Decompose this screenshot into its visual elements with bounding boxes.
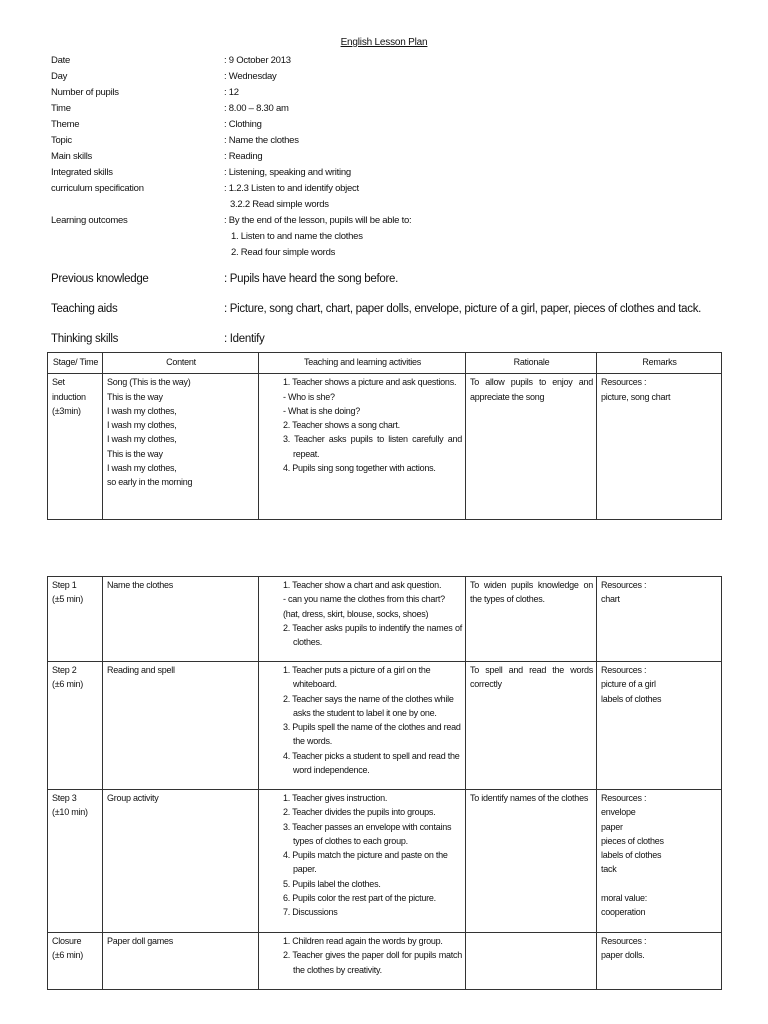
info-row-theme — [51, 117, 731, 133]
info-value: : Wednesday — [224, 71, 277, 82]
info-label: curriculum specification — [51, 183, 144, 194]
activities-cell — [259, 577, 466, 662]
stage-line: induction — [52, 391, 86, 402]
lesson-table-top — [47, 352, 722, 520]
stage-line: Closure — [52, 936, 82, 946]
info-row-day — [51, 69, 731, 85]
remarks-line: tack — [601, 864, 617, 875]
header-rationale: Rationale — [466, 353, 597, 374]
activity-item: 4. Pupils match the picture and paste on the paper. — [283, 850, 448, 875]
stage-line: (±10 min) — [52, 807, 88, 818]
activities-list — [283, 375, 462, 475]
remarks-line: Resources : — [601, 665, 647, 675]
remarks-line: picture, song chart — [601, 391, 671, 402]
outcome-item: 1. Listen to and name the clothes — [231, 231, 363, 242]
remarks-line: Resources : — [601, 580, 647, 590]
remarks-line: labels of clothes — [601, 850, 662, 861]
activities-list — [283, 663, 462, 777]
activity-item: 3. Teacher asks pupils to listen carefully and repeat. — [283, 434, 462, 459]
remarks-line: moral value: — [601, 892, 648, 903]
song-line: so early in the morning — [107, 477, 193, 488]
activity-item: 6. Pupils color the rest part of the picture. — [283, 893, 436, 904]
info-label: Number of pupils — [51, 87, 119, 98]
stage-line: (±3min) — [52, 405, 81, 416]
stage-line: Set — [52, 377, 65, 388]
info-row-curriculum — [51, 181, 731, 213]
stage-line: Step 1 — [52, 580, 77, 590]
remarks-cell — [597, 933, 722, 990]
rationale-cell: To spell and read the words correctly — [466, 662, 597, 790]
song-line: I wash my clothes, — [107, 405, 177, 416]
rationale-cell: To identify names of the clothes — [466, 790, 597, 933]
info-row-previous-knowledge — [51, 269, 731, 299]
remarks-line: paper dolls. — [601, 950, 645, 961]
remarks-cell — [597, 662, 722, 790]
activity-item: 2. Teacher says the name of the clothes while asks the student to label it one by one. — [283, 693, 454, 718]
activity-item: 5. Pupils label the clothes. — [283, 878, 381, 889]
header-content: Content — [103, 353, 259, 374]
remarks-line: Resources : — [601, 936, 647, 946]
stage-line: (±6 min) — [52, 679, 83, 690]
stage-line: (±5 min) — [52, 594, 83, 605]
stage-line: (±6 min) — [52, 950, 83, 961]
content-cell: Reading and spell — [103, 662, 259, 790]
info-row-pupils — [51, 85, 731, 101]
song-line: This is the way — [107, 448, 163, 459]
info-value: : Pupils have heard the song before. — [224, 273, 398, 285]
stage-cell — [48, 933, 103, 990]
activities-list — [283, 934, 462, 977]
activity-item: 2. Teacher gives the paper doll for pupils match the clothes by creativity. — [283, 950, 462, 975]
info-value: : 9 October 2013 — [224, 55, 291, 66]
content-cell: Paper doll games — [103, 933, 259, 990]
stage-line: Step 2 — [52, 665, 77, 675]
remarks-cell — [597, 374, 722, 520]
document-title: English Lesson Plan — [340, 37, 428, 48]
info-value: : 8.00 – 8.30 am — [224, 103, 289, 114]
rationale-cell: To widen pupils knowledge on the types of clothes. — [466, 577, 597, 662]
remarks-line: chart — [601, 594, 620, 605]
remarks-line: cooperation — [601, 907, 646, 918]
activity-item: 3. Teacher passes an envelope with contains types of clothes to each group. — [283, 821, 452, 846]
remarks-line: Resources : — [601, 793, 647, 803]
info-row-topic — [51, 133, 731, 149]
activity-item: 1. Teacher shows a picture and ask questions. — [283, 377, 457, 388]
info-value-group — [224, 181, 359, 213]
info-label: Teaching aids — [51, 303, 118, 315]
info-row-integrated-skills — [51, 165, 731, 181]
song-line: I wash my clothes, — [107, 434, 177, 445]
content-cell: Name the clothes — [103, 577, 259, 662]
info-label: Learning outcomes — [51, 215, 128, 226]
info-row-date — [51, 53, 731, 69]
header-activities: Teaching and learning activities — [259, 353, 466, 374]
activities-list — [283, 791, 462, 920]
activities-cell — [259, 662, 466, 790]
outcome-item: 2. Read four simple words — [231, 247, 336, 258]
activity-item: 2. Teacher asks pupils to indentify the names of clothes. — [283, 622, 462, 648]
info-row-time — [51, 101, 731, 117]
activity-item: 1. Children read again the words by group. — [283, 936, 443, 946]
info-label: Day — [51, 71, 68, 82]
info-value-group — [224, 213, 411, 261]
info-label: Main skills — [51, 151, 93, 162]
lesson-table-steps — [47, 576, 722, 990]
info-value: : Picture, song chart, chart, paper dolls, envelope, picture of a girl, paper, pieces of clothes and tack. — [224, 303, 702, 315]
info-value: : Name the clothes — [224, 135, 299, 146]
info-label: Thinking skills — [51, 333, 119, 345]
info-value: : By the end of the lesson, pupils will be able to: — [224, 215, 412, 226]
table-row-step-3 — [48, 790, 722, 933]
song-line: Song (This is the way) — [107, 377, 191, 388]
stage-cell — [48, 374, 103, 520]
activity-item: 4. Teacher picks a student to spell and read the word independence. — [283, 750, 460, 776]
activities-cell — [259, 790, 466, 933]
remarks-line: pieces of clothes — [601, 835, 664, 846]
activity-item: 7. Discussions — [283, 907, 338, 918]
remarks-line: envelope — [601, 807, 636, 818]
table-header-row — [48, 353, 722, 374]
remarks-cell — [597, 577, 722, 662]
table-row-step-2 — [48, 662, 722, 790]
rationale-cell: To allow pupils to enjoy and appreciate the song — [466, 374, 597, 520]
rationale-cell — [466, 933, 597, 990]
info-label: Theme — [51, 119, 80, 130]
activity-item: 3. Pupils spell the name of the clothes and read the words. — [283, 722, 461, 747]
info-row-main-skills — [51, 149, 731, 165]
stage-line: Step 3 — [52, 793, 77, 803]
activity-item: 1. Teacher puts a picture of a girl on the whiteboard. — [283, 665, 431, 690]
content-cell: Group activity — [103, 790, 259, 933]
remarks-line: paper — [601, 821, 623, 832]
stage-cell — [48, 577, 103, 662]
header-stage: Stage/ Time — [48, 353, 103, 374]
table-row-step-1 — [48, 577, 722, 662]
activity-item: 1. Teacher gives instruction. — [283, 793, 388, 803]
content-cell — [103, 374, 259, 520]
info-row-learning-outcomes — [51, 213, 731, 277]
remarks-line: labels of clothes — [601, 693, 662, 704]
song-line: I wash my clothes, — [107, 463, 177, 474]
info-value: : 12 — [224, 87, 239, 98]
activity-item: 4. Pupils sing song together with actions. — [283, 463, 436, 474]
info-row-teaching-aids — [51, 299, 731, 329]
header-remarks: Remarks — [597, 353, 722, 374]
song-line: This is the way — [107, 391, 163, 402]
activities-list — [283, 578, 462, 649]
info-value: : Identify — [224, 333, 265, 345]
activity-item: - Who is she? — [283, 391, 335, 402]
info-value: : Reading — [224, 151, 263, 162]
info-label: Date — [51, 55, 71, 66]
song-line: I wash my clothes, — [107, 420, 177, 431]
remarks-line: Resources : — [601, 377, 647, 388]
table-row-set-induction — [48, 374, 722, 520]
table-row-closure — [48, 933, 722, 990]
info-value-extra: 3.2.2 Read simple words — [230, 199, 329, 210]
activities-cell — [259, 933, 466, 990]
activities-cell — [259, 374, 466, 520]
stage-cell — [48, 662, 103, 790]
info-label: Previous knowledge — [51, 273, 149, 285]
activity-item: - What is she doing? — [283, 405, 361, 416]
activity-item: (hat, dress, skirt, blouse, socks, shoes) — [283, 608, 429, 619]
info-value: : Clothing — [224, 119, 262, 130]
remarks-line: picture of a girl — [601, 679, 656, 690]
info-label: Topic — [51, 135, 72, 146]
activity-item: 1. Teacher show a chart and ask question. — [283, 580, 442, 590]
lesson-info — [51, 53, 731, 359]
info-value: : Listening, speaking and writing — [224, 167, 351, 178]
remarks-spacer — [601, 877, 718, 891]
activity-item: 2. Teacher divides the pupils into groups. — [283, 807, 436, 818]
remarks-cell — [597, 790, 722, 933]
info-label: Integrated skills — [51, 167, 113, 178]
stage-cell — [48, 790, 103, 933]
info-label: Time — [51, 103, 71, 114]
info-value: : 1.2.3 Listen to and identify object — [224, 183, 359, 194]
activity-item: 2. Teacher shows a song chart. — [283, 420, 400, 431]
activity-item: - can you name the clothes from this chart? — [283, 594, 445, 605]
